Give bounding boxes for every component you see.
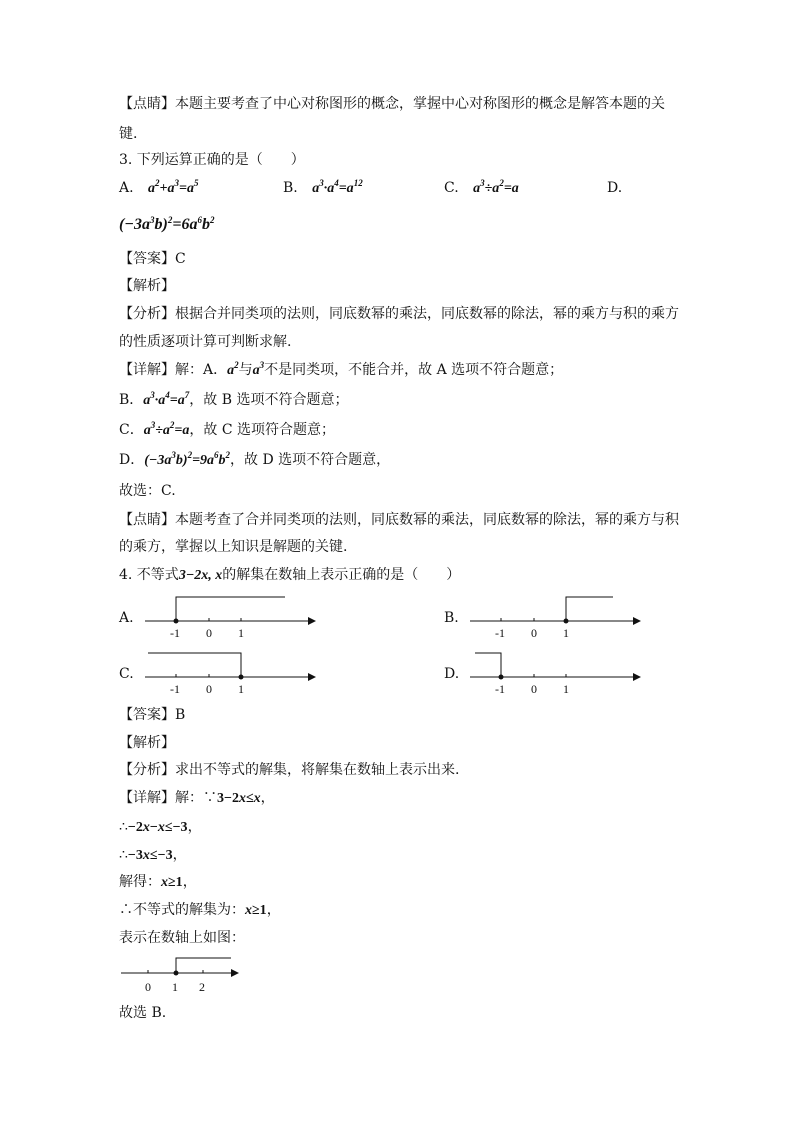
answer-value: C: [175, 251, 186, 267]
q4-jiexi: 【解析】: [119, 735, 175, 751]
q3-detail-1: 【详解】解：A．$a^2$与$a^3$不是同类项，不能合并，故 A 选项不符合题意；: [119, 360, 564, 378]
q4-label-c: C.: [119, 666, 134, 682]
q4-step-2: ∴−2x−x≤−3，: [119, 819, 202, 835]
q4-step-6: 表示在数轴上如图：: [119, 930, 245, 946]
answer-value: B: [175, 707, 186, 723]
tick-label: 1: [238, 626, 244, 640]
q3-option-a: [119, 178, 198, 199]
note-tag: 【点睛】: [119, 96, 175, 112]
q3-option-c: [444, 178, 519, 199]
q3-note-1: 【点睛】本题考查了合并同类项的法则，同底数幂的乘法，同底数幂的除法，幂的乘方与积: [119, 512, 679, 528]
q3-jiexi: 【解析】: [119, 278, 175, 294]
tick-label: 0: [206, 626, 212, 640]
tick-label: 1: [172, 980, 178, 994]
q3-note-2: 的乘方，掌握以上知识是解题的关键.: [119, 539, 348, 555]
tick-label: -1: [170, 682, 180, 696]
q3-stem: 3. 下列运算正确的是（ ）: [119, 152, 305, 168]
q3-option-b: [283, 178, 363, 199]
number-line-d: [465, 646, 645, 706]
number-line-c: [140, 646, 320, 706]
tick-label: -1: [170, 626, 180, 640]
q2-note-line-1: 【点睛】本题主要考查了中心对称图形的概念，掌握中心对称图形的概念是解答本题的关: [119, 96, 665, 112]
q4-label-a: A.: [119, 610, 134, 626]
tick-label: 0: [206, 682, 212, 696]
q3-detail-2: B．$a^3\cdot a^4=a^7$，故 B 选项不符合题意；: [119, 390, 349, 408]
q4-stem: 4. 不等式3−2x, x的解集在数轴上表示正确的是（ ）: [119, 567, 461, 583]
option-label: C.: [444, 180, 459, 196]
option-label: A.: [119, 180, 134, 196]
q3-answer: 【答案】C: [119, 251, 186, 267]
tick-label: 1: [563, 626, 569, 640]
q4-step-4: 解得：x≥1，: [119, 874, 197, 890]
q3-choice: 故选：C.: [119, 483, 176, 499]
formula-d: $(-3a^3b)^2=6a^6b^2$: [119, 215, 215, 233]
option-label: B.: [283, 180, 298, 196]
q3-detail-3: C．$a^3\div a^2=a$，故 C 选项符合题意；: [119, 420, 336, 438]
q4-answer: 【答案】B: [119, 707, 186, 723]
q3-option-d: [607, 178, 622, 198]
q3-analysis-2: 的性质逐项计算可判断求解.: [119, 334, 292, 350]
formula-b: $a^3\cdot a^4=a^{12}$: [312, 178, 363, 196]
q4-label-b: B.: [444, 610, 459, 626]
q4-label-d: D.: [444, 666, 460, 682]
tick-label: 0: [531, 682, 537, 696]
number-line-solution: [119, 950, 249, 990]
tick-label: 1: [238, 682, 244, 696]
formula-a: $a^2+a^3=a^5$: [148, 178, 199, 196]
number-line-b: [465, 590, 645, 650]
q4-analysis: 【分析】求出不等式的解集，将解集在数轴上表示出来.: [119, 762, 460, 778]
tick-label: 0: [531, 626, 537, 640]
q4-step-5: ∴不等式的解集为：x≥1，: [119, 902, 281, 918]
tick-label: 1: [563, 682, 569, 696]
q2-note-line-2: 键.: [119, 126, 138, 142]
number-line-a: [140, 590, 320, 650]
tick-label: 0: [145, 980, 151, 994]
formula-c: $a^3\div a^2=a$: [473, 178, 519, 196]
q4-choice: 故选 B.: [119, 1005, 167, 1021]
tick-label: -1: [495, 682, 505, 696]
q4-step-1: 【详解】解：∵3−2x≤x，: [119, 790, 275, 806]
tick-label: 2: [199, 980, 205, 994]
option-label: D.: [607, 180, 623, 196]
q3-analysis-1: 【分析】根据合并同类项的法则，同底数幂的乘法，同底数幂的除法，幂的乘方与积的乘方: [119, 306, 679, 322]
q3-detail-4: D．$(-3a^3b)^2=9a^6b^2$，故 D 选项不符合题意，: [119, 450, 391, 468]
tick-label: -1: [495, 626, 505, 640]
q4-step-3: ∴−3x≤−3，: [119, 847, 187, 863]
